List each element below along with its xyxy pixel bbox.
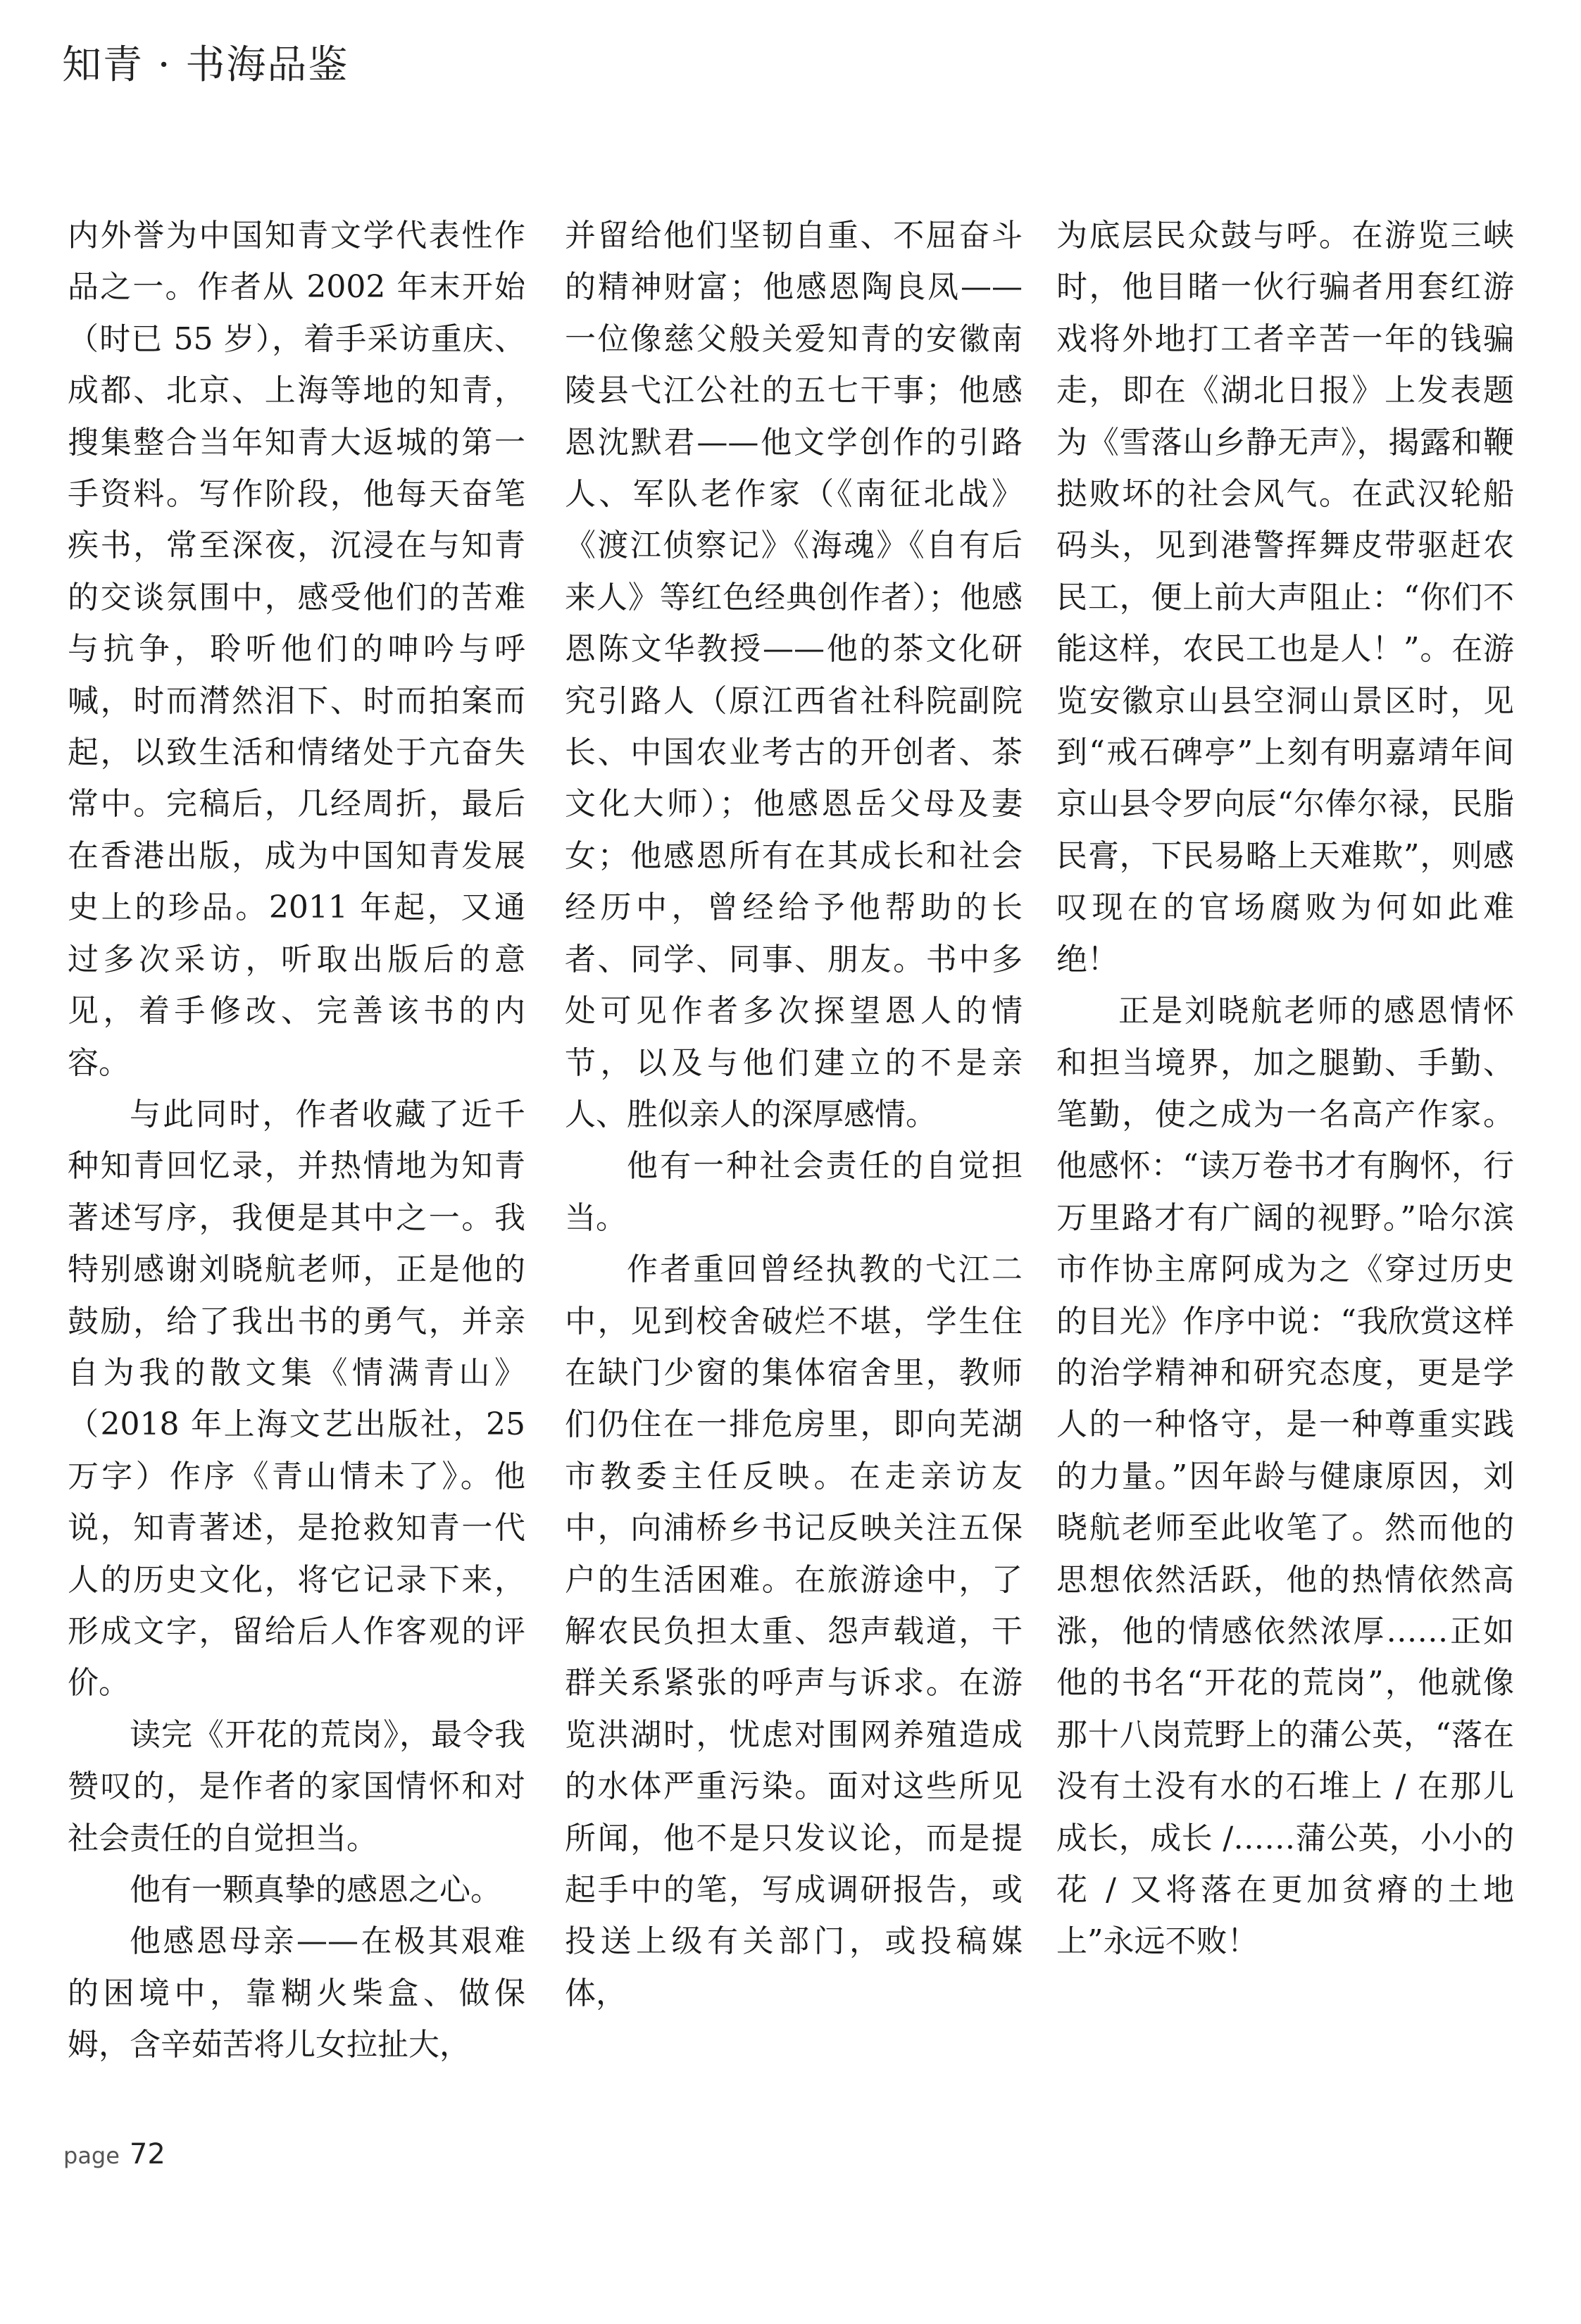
text-column-3 <box>1056 210 1514 1968</box>
paragraph: 他感恩母亲——在极其艰难的困境中，靠糊火柴盒、做保姆，含辛茹苦将儿女拉扯大， <box>68 1923 525 2063</box>
paragraph: 正是刘晓航老师的感恩情怀和担当境界，加之腿勤、手勤、笔勤，使之成为一名高产作家。他感怀：“读万卷书才有胸怀，行万里路才有广阔的视野。”哈尔滨市作协主席阿成为之《穿过历史的目光》作序中说：“我欣赏这样的治学精神和研究态度，更是学人的一种恪守，是一种尊重实践的力量。”因年龄与健康原因，刘晓航老师至此收笔了。然而他的思想依然活跃，他的热情依然高涨，他的情感依然浓厚……正如他的书名“开花的荒岗”，他就像那十八岗荒野上的蒲公英，“落在没有土没有水的石堆上 / 在那儿成长，成长 /……蒲公英，小小的花 / 又将落在更加贫瘠的土地上”永远不败！ <box>1056 993 1514 1960</box>
paragraph: 作者重回曾经执教的弋江二中，见到校舍破烂不堪，学生住在缺门少窗的集体宿舍里，教师们仍住在一排危房里，即向芜湖市教委主任反映。在走亲访友中，向浦桥乡书记反映关注五保户的生活困难。在旅游途中，了解农民负担太重、怨声载道，干群关系紧张的呼声与诉求。在游览洪湖时，忧虑对围网养殖造成的水体严重污染。面对这些所见所闻，他不是只发议论，而是提起手中的笔，写成调研报告，或投送上级有关部门，或投稿媒体， <box>565 1251 1023 2011</box>
paragraph: 他有一种社会责任的自觉担当。 <box>565 1148 1023 1236</box>
page-number: 72 <box>129 2138 165 2170</box>
paragraph: 并留给他们坚韧自重、不屈奋斗的精神财富；他感恩陶良凤——一位像慈父般关爱知青的安徽南陵县弋江公社的五七干事；他感恩沈默君——他文学创作的引路人、军队老作家（《南征北战》《渡江侦察记》《海魂》《自有后来人》等红色经典创作者）；他感恩陈文华教授——他的茶文化研究引路人（原江西省社科院副院长、中国农业考古的开创者、茶文化大师）；他感恩岳父母及妻女；他感恩所有在其成长和社会经历中，曾经给予他帮助的长者、同学、同事、朋友。书中多处可见作者多次探望恩人的情节，以及与他们建立的不是亲人、胜似亲人的深厚感情。 <box>565 218 1023 1132</box>
section-header: 知青 · 书海品鉴 <box>62 42 349 88</box>
paragraph: 为底层民众鼓与呼。在游览三峡时，他目睹一伙行骗者用套红游戏将外地打工者辛苦一年的钱骗走，即在《湖北日报》上发表题为《雪落山乡静无声》，揭露和鞭挞败坏的社会风气。在武汉轮船码头，见到港警挥舞皮带驱赶农民工，便上前大声阻止：“你们不能这样，农民工也是人！”。在游览安徽京山县空洞山景区时，见到“戒石碑亭”上刻有明嘉靖年间京山县令罗向辰“尔俸尔禄，民脂民膏，下民易略上天难欺”，则感叹现在的官场腐败为何如此难绝！ <box>1056 218 1514 977</box>
paragraph: 他有一颗真挚的感恩之心。 <box>130 1872 501 1908</box>
text-column-2 <box>565 210 1023 2019</box>
paragraph: 内外誉为中国知青文学代表性作品之一。作者从 2002 年末开始（时已 55 岁），着手采访重庆、成都、北京、上海等地的知青，搜集整合当年知青大返城的第一手资料。写作阶段，他每天奋笔疾书，常至深夜，沉浸在与知青的交谈氛围中，感受他们的苦难与抗争，聆听他们的呻吟与呼喊，时而潸然泪下、时而拍案而起，以致生活和情绪处于亢奋失常中。完稿后，几经周折，最后在香港出版，成为中国知青发展史上的珍品。2011 年起，又通过多次采访，听取出版后的意见，着手修改、完善该书的内容。 <box>68 218 525 1081</box>
page-footer <box>63 2138 165 2170</box>
paragraph: 与此同时，作者收藏了近千种知青回忆录，并热情地为知青著述写序，我便是其中之一。我特别感谢刘晓航老师，正是他的鼓励，给了我出书的勇气，并亲自为我的散文集《情满青山》（2018 年上海文艺出版社，25 万字）作序《青山情未了》。他说，知青著述，是抢救知青一代人的历史文化，将它记录下来，形成文字，留给后人作客观的评价。 <box>68 1096 525 1701</box>
page-label: page <box>63 2142 120 2169</box>
paragraph: 读完《开花的荒岗》，最令我赞叹的，是作者的家国情怀和对社会责任的自觉担当。 <box>68 1716 525 1856</box>
text-column-1 <box>68 210 525 2071</box>
